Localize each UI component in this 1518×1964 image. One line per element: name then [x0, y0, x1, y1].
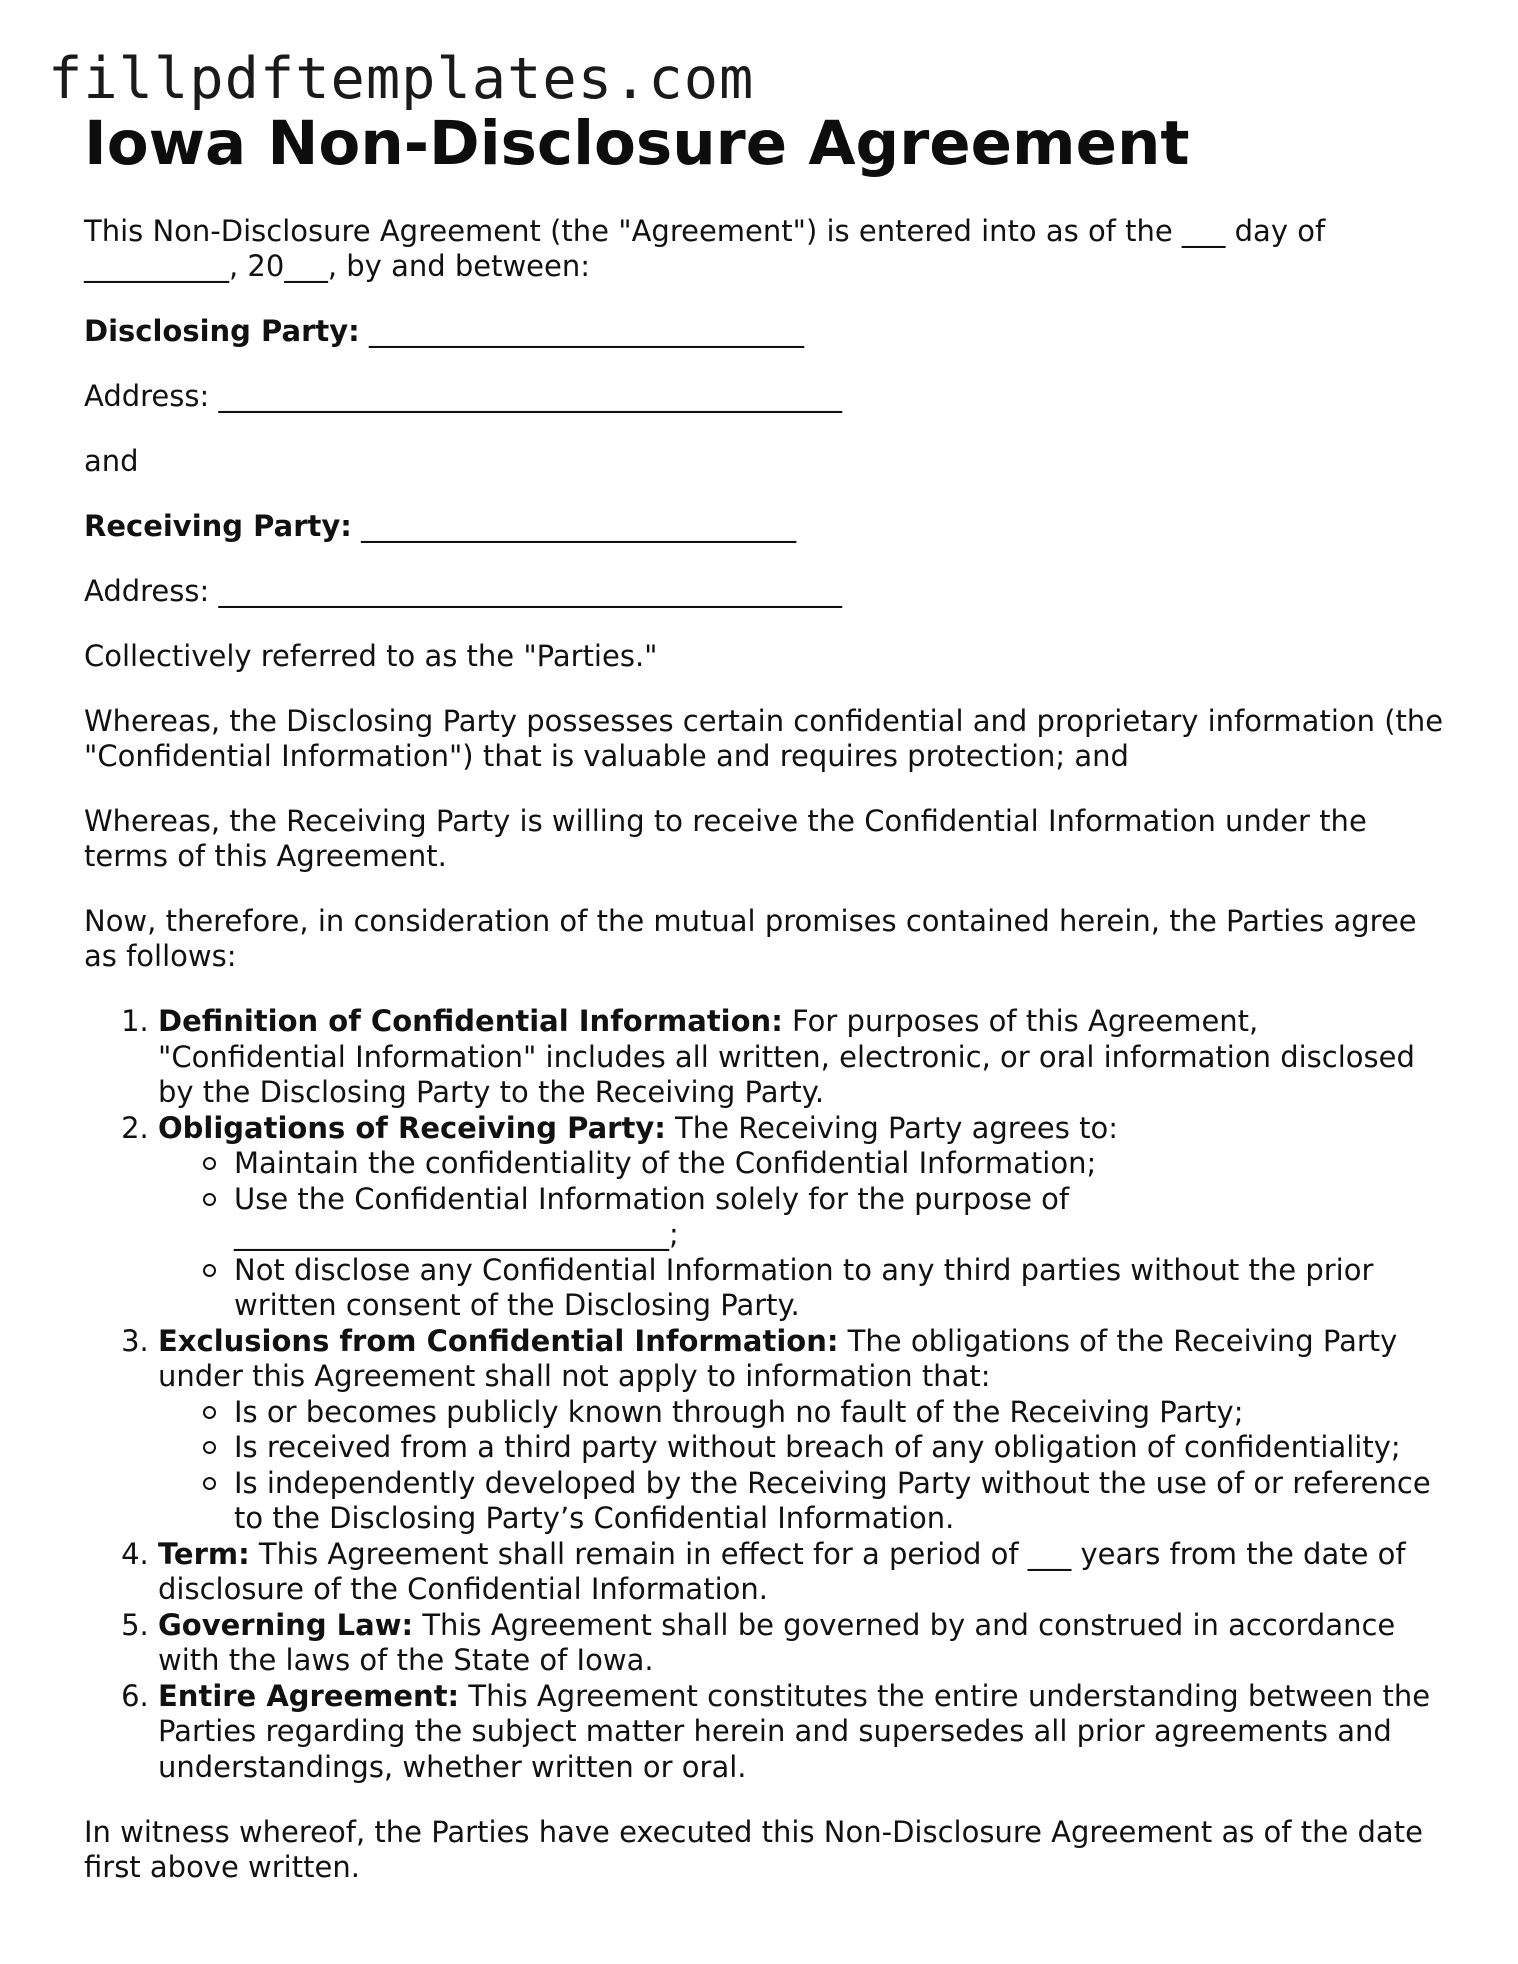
section-heading: Exclusions from Confidential Information: [158, 1323, 839, 1358]
whereas-paragraph-1: Whereas, the Disclosing Party possesses certain confidential and proprietary information (the "Confidential Information") that is valuable and requires protection; and [84, 704, 1444, 773]
agreement-sections-list [84, 1004, 1444, 1785]
section-entire-agreement [158, 1679, 1444, 1786]
list-item: Is received from a third party without breach of any obligation of confidentiality; [234, 1430, 1444, 1466]
section-text: This Agreement constitutes the entire understanding between the Parties regarding the subject matter herein and supersedes all prior agreements and understandings, whether written or oral. [158, 1678, 1431, 1784]
section-obligations [158, 1111, 1444, 1324]
now-therefore-paragraph: Now, therefore, in consideration of the mutual promises contained herein, the Parties agree as follows: [84, 904, 1417, 973]
disclosing-party-blank: ______________________________ [359, 314, 804, 348]
section-text: The Receiving Party agrees to: [665, 1110, 1118, 1145]
section-heading: Governing Law: [158, 1607, 414, 1642]
collectively-paragraph: Collectively referred to as the "Parties." [84, 639, 658, 673]
section-heading: Definition of Confidential Information: [158, 1004, 783, 1038]
receiving-address-field: Address: ___________________________________________ [84, 574, 842, 608]
document-title: Iowa Non-Disclosure Agreement [84, 108, 1190, 179]
obligations-list [158, 1146, 1444, 1324]
list-item: Not disclose any Confidential Information to any third parties without the prior written consent of the Disclosing Party. [234, 1253, 1444, 1324]
section-term [158, 1537, 1444, 1608]
list-item: Is independently developed by the Receiving Party without the use of or reference to the Disclosing Party’s Confidential Information. [234, 1466, 1444, 1537]
receiving-party-label: Receiving Party: [84, 509, 352, 543]
disclosing-address-field: Address: ___________________________________________ [84, 379, 842, 413]
section-text: This Agreement shall remain in effect for a period of ___ years from the date of disclosure of the Confidential Information. [158, 1536, 1406, 1606]
section-text: This Agreement shall be governed by and construed in accordance with the laws of the State of Iowa. [158, 1607, 1396, 1677]
section-text: For purposes of this Agreement, "Confidential Information" includes all written, electronic, or oral information disclosed by the Disclosing Party to the Receiving Party. [158, 1004, 1415, 1109]
exclusions-list [158, 1395, 1444, 1537]
intro-paragraph: This Non-Disclosure Agreement (the "Agreement") is entered into as of the ___ day of __________, 20___, by and between: [84, 214, 1326, 283]
section-definition [158, 1004, 1444, 1111]
section-heading: Term: [158, 1536, 250, 1571]
section-governing-law [158, 1608, 1444, 1679]
receiving-party-blank: ______________________________ [351, 509, 797, 543]
section-text: The obligations of the Receiving Party under this Agreement shall not apply to information that: [158, 1323, 1398, 1393]
whereas-paragraph-2: Whereas, the Receiving Party is willing to receive the Confidential Information under the terms of this Agreement. [84, 804, 1367, 873]
list-item: Use the Confidential Information solely for the purpose of ______________________________; [234, 1182, 1444, 1253]
section-exclusions [158, 1324, 1444, 1537]
disclosing-party-label: Disclosing Party: [84, 314, 360, 348]
and-text: and [84, 444, 139, 478]
list-item: Is or becomes publicly known through no fault of the Receiving Party; [234, 1395, 1444, 1431]
section-heading: Obligations of Receiving Party: [158, 1110, 666, 1145]
disclosing-party-field [84, 314, 1444, 349]
watermark-text: fillpdftemplates.com [48, 46, 755, 112]
receiving-party-field [84, 509, 1444, 544]
document-page [84, 104, 1444, 1885]
section-heading: Entire Agreement: [158, 1678, 460, 1713]
closing-paragraph: In witness whereof, the Parties have executed this Non-Disclosure Agreement as of the date first above written. [84, 1815, 1423, 1884]
list-item: Maintain the confidentiality of the Confidential Information; [234, 1146, 1444, 1182]
